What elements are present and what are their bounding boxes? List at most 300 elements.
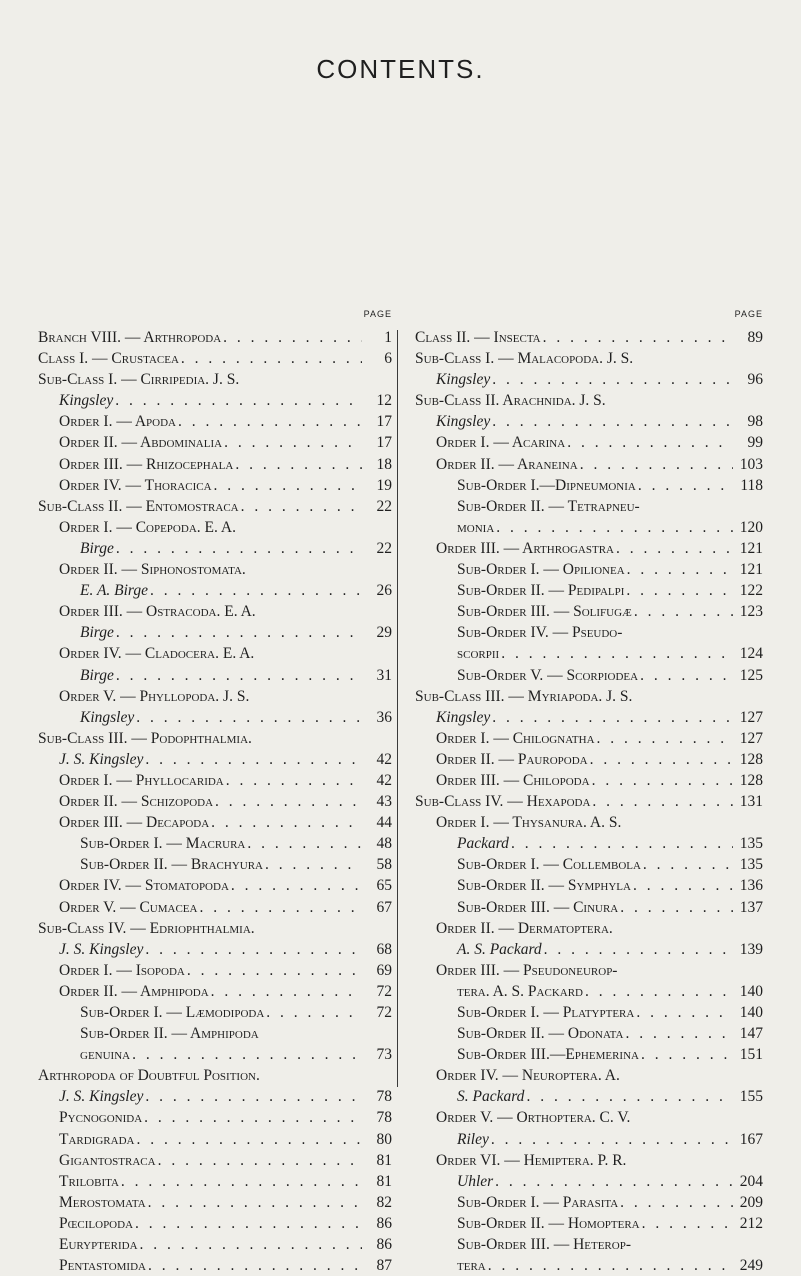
toc-entry [38,432,392,453]
toc-entry-page-number: 209 [739,1193,763,1211]
toc-entry-label: Order IV. — Thoracica [59,476,212,494]
toc-entry-label: tera [457,1257,486,1275]
toc-entry-label: Sub-Class III. — Podophthalmia. [38,729,252,747]
dot-leader [178,411,362,432]
toc-entry-page-number: 127 [739,729,763,747]
toc-entry [415,454,763,475]
dot-leader [488,1255,733,1276]
toc-entry-page-number: 118 [740,476,763,494]
toc-entry [38,1044,392,1065]
dot-leader [115,390,362,411]
toc-entry-page-number: 128 [739,750,763,768]
toc-entry-label: Order VI. — Hemiptera. P. R. [436,1151,627,1169]
toc-entry-label: S. Packard [457,1088,525,1106]
toc-entry-label: Sub-Order I. — Opilionea [457,561,625,579]
toc-entry-label: Sub-Order III. — Heterop- [457,1236,631,1254]
toc-entry-label: Kingsley [436,708,491,726]
column-divider [397,330,398,1087]
toc-entry-page-number: 18 [376,455,392,473]
toc-entry-page-number: 121 [739,539,763,557]
toc-entry-label: Sub-Class IV. — Edriophthalmia. [38,919,255,937]
toc-entry [38,875,392,896]
toc-entry [415,622,763,643]
toc-entry-label: Sub-Class IV. — Hexapoda [415,793,591,811]
toc-entry [38,939,392,960]
dot-leader [241,496,362,517]
toc-entry-page-number: 17 [376,413,392,431]
dot-leader [585,981,733,1002]
toc-entry-label: Order III. — Ostracoda. E. A. [59,603,256,621]
toc-entry-page-number: 135 [739,835,763,853]
toc-entry [415,1023,763,1044]
toc-entry-label: Uhler [457,1172,494,1190]
toc-entry-page-number: 58 [376,856,392,874]
toc-entry [415,1171,763,1192]
dot-leader [642,1213,733,1234]
toc-entry [38,918,392,939]
dot-leader [627,559,733,580]
toc-entry-page-number: 80 [376,1130,392,1148]
toc-entry-label: Sub-Class II. Arachnida. J. S. [415,392,606,410]
dot-leader [634,601,733,622]
toc-entry [38,1065,392,1086]
toc-entry-label: Sub-Order II. — Amphipoda [80,1025,259,1043]
toc-entry-label: Order V. — Phyllopoda. J. S. [59,687,250,705]
toc-entry-label: Sub-Class III. — Myriapoda. J. S. [415,687,633,705]
dot-leader [150,580,362,601]
toc-entry-label: Order II. — Araneina [436,455,578,473]
dot-leader [187,960,362,981]
toc-entry-page-number: 72 [376,1004,392,1021]
toc-entry-page-number: 140 [739,1004,763,1021]
toc-entry-page-number: 124 [739,645,763,663]
toc-entry [38,517,392,538]
toc-entry-label: Sub-Class I. — Cirripedia. J. S. [38,371,240,389]
dot-leader [492,411,733,432]
dot-leader [495,1171,733,1192]
toc-entry-label: Order I. — Acarina [436,434,566,452]
toc-entry-label: Birge [80,539,114,557]
toc-entry [415,559,763,580]
dot-leader [616,538,733,559]
toc-entry-label: genuina [80,1046,131,1064]
toc-entry-page-number: 127 [739,708,763,726]
toc-entry-label: Tardigrada [59,1130,135,1148]
toc-entry [415,411,763,432]
dot-leader [265,854,362,875]
toc-entry [38,454,392,475]
toc-entry-page-number: 86 [376,1214,392,1232]
toc-entry-label: Order I. — Apoda [59,413,176,431]
toc-entry [415,643,763,664]
toc-entry [38,1171,392,1192]
toc-entry-label: Sub-Order II. — Tetrapneu- [457,497,640,515]
toc-entry [415,1150,763,1171]
toc-entry-label: Order II. — Abdominalia [59,434,223,452]
toc-entry [415,496,763,517]
toc-entry-label: Order IV. — Stomatopoda [59,877,229,895]
toc-entry [38,1213,392,1234]
toc-entry [415,1192,763,1213]
dot-leader [643,854,733,875]
toc-entry-page-number: 128 [739,771,763,789]
toc-entry-label: J. S. Kingsley [59,1088,144,1106]
toc-entry-label: Order I. — Copepoda. E. A. [59,518,236,536]
toc-entry-label: Kingsley [80,708,135,726]
toc-entry [415,686,763,707]
toc-entry-page-number: 167 [739,1130,763,1148]
dot-leader [121,1171,362,1192]
toc-entry [415,1213,763,1234]
toc-entry [415,517,763,538]
toc-entry [415,390,763,411]
toc-entry [38,1255,392,1276]
dot-leader [597,728,733,749]
dot-leader [266,1002,362,1023]
toc-entry [38,643,392,664]
toc-entry-label: Sub-Order II. — Pedipalpi [457,582,625,600]
toc-entry [38,496,392,517]
dot-leader [526,1086,733,1107]
toc-entry [415,580,763,601]
page-column-header-left: PAGE [363,309,392,319]
toc-entry-label: Kingsley [59,392,114,410]
toc-entry [415,1107,763,1128]
entry-list-right [415,327,763,1276]
toc-entry [415,707,763,728]
toc-entry-page-number: 1 [384,329,392,346]
toc-entry [38,327,392,348]
toc-entry-page-number: 12 [376,392,392,410]
toc-entry-page-number: 135 [739,856,763,874]
toc-entry-label: Sub-Order II. — Symphyla [457,877,631,895]
toc-entry [415,1129,763,1150]
toc-entry-page-number: 22 [376,497,392,515]
toc-entry [38,665,392,686]
contents-column-left [38,309,392,1276]
toc-entry-label: Sub-Order I. — Læmodipoda [80,1004,265,1021]
dot-leader [511,833,733,854]
toc-entry [415,960,763,981]
toc-entry-page-number: 98 [747,413,763,431]
toc-entry [38,1150,392,1171]
toc-entry-label: Order I. — Isopoda [59,961,185,979]
toc-entry [38,791,392,812]
toc-entry [415,728,763,749]
toc-entry-page-number: 82 [376,1193,392,1211]
dot-leader [211,981,362,1002]
toc-entry-page-number: 140 [739,982,763,1000]
toc-entry-page-number: 67 [376,898,392,916]
dot-leader [235,454,362,475]
toc-entry-label: Class II. — Insecta [415,329,541,346]
toc-entry-label: Sub-Order V. — Scorpiodea [457,666,639,684]
toc-entry-page-number: 17 [376,434,392,452]
toc-entry-label: Sub-Order I. — Platyptera [457,1004,635,1021]
toc-entry-label: Sub-Order III. — Cinura [457,898,619,916]
toc-entry-label: Birge [80,666,114,684]
toc-entry-page-number: 72 [376,982,392,1000]
dot-leader [592,770,733,791]
dot-leader [136,707,362,728]
toc-entry-label: Order II. — Siphonostomata. [59,561,246,579]
dot-leader [181,348,362,369]
dot-leader [215,791,362,812]
dot-leader [211,812,362,833]
toc-entry [38,601,392,622]
toc-entry [415,833,763,854]
dot-leader [226,770,362,791]
toc-entry-page-number: 65 [376,877,392,895]
toc-entry-label: Order V. — Orthoptera. C. V. [436,1109,631,1127]
dot-leader [625,1023,733,1044]
toc-entry-label: scorpii [457,645,500,663]
toc-entry-page-number: 136 [739,877,763,895]
toc-entry [38,475,392,496]
toc-entry-page-number: 89 [747,329,763,346]
toc-entry-label: Order II. — Dermatoptera. [436,919,613,937]
dot-leader [148,1255,362,1276]
toc-entry [38,707,392,728]
toc-entry-label: Sub-Order II. — Homoptera [457,1214,640,1232]
toc-entry-label: Order III. — Arthrogastra [436,539,614,557]
dot-leader [247,833,362,854]
toc-entry-label: tera. A. S. Packard [457,982,583,1000]
toc-entry-page-number: 78 [376,1109,392,1127]
toc-entry-label: Sub-Order I. — Parasita [457,1193,619,1211]
toc-entry-label: Eurypterida [59,1236,138,1254]
toc-entry-page-number: 151 [739,1046,763,1064]
toc-entry-page-number: 36 [376,708,392,726]
toc-entry [38,854,392,875]
toc-entry-label: Sub-Order III.—Ephemerina [457,1046,639,1064]
toc-entry [38,1086,392,1107]
toc-entry-page-number: 86 [376,1236,392,1254]
toc-entry-label: Order II. — Schizopoda [59,793,214,811]
dot-leader [214,475,362,496]
toc-entry-label: Order I. — Phyllocarida [59,771,224,789]
toc-entry-label: J. S. Kingsley [59,940,144,958]
toc-entry [415,538,763,559]
dot-leader [580,454,733,475]
toc-entry-page-number: 123 [739,603,763,621]
dot-leader [224,432,362,453]
toc-entry-label: Sub-Class II. — Entomostraca [38,497,239,515]
toc-entry-label: Arthropoda of Doubtful Position. [38,1067,260,1085]
toc-entry [415,1044,763,1065]
toc-entry [38,897,392,918]
toc-entry-label: Order I. — Chilognatha [436,729,595,747]
toc-entry-page-number: 19 [376,476,392,494]
toc-entry [415,854,763,875]
dot-leader [567,432,733,453]
toc-entry [38,981,392,1002]
dot-leader [620,1192,733,1213]
page-column-header-right: PAGE [734,309,763,319]
toc-entry-page-number: 121 [739,561,763,579]
toc-entry [38,1107,392,1128]
toc-entry [415,939,763,960]
dot-leader [620,897,733,918]
toc-entry [415,897,763,918]
toc-entry-label: Riley [457,1130,489,1148]
dot-leader [492,707,733,728]
dot-leader [640,665,733,686]
toc-entry-label: Pentastomida [59,1257,146,1275]
dot-leader [145,939,362,960]
page-title: CONTENTS. [316,54,485,84]
toc-entry-page-number: 69 [376,961,392,979]
toc-entry-label: Sub-Order I. — Collembola [457,856,641,874]
toc-entry [415,601,763,622]
toc-entry-page-number: 81 [376,1151,392,1169]
dot-leader [491,1129,733,1150]
dot-leader [636,1002,733,1023]
toc-entry-page-number: 42 [376,771,392,789]
toc-entry-page-number: 139 [739,940,763,958]
toc-entry-page-number: 42 [376,750,392,768]
toc-entry-label: Order II. — Amphipoda [59,982,209,1000]
toc-entry-page-number: 99 [747,434,763,452]
toc-entry-page-number: 147 [739,1025,763,1043]
toc-entry [38,728,392,749]
toc-entry-label: Trilobita [59,1172,119,1190]
toc-entry [38,1234,392,1255]
toc-entry-label: Sub-Order II. — Brachyura [80,856,263,874]
toc-entry-page-number: 120 [739,518,763,536]
dot-leader [136,1129,362,1150]
dot-leader [144,1107,362,1128]
toc-entry-label: Order I. — Thysanura. A. S. [436,814,622,832]
toc-entry [38,390,392,411]
toc-entry-page-number: 81 [376,1172,392,1190]
toc-entry [38,749,392,770]
dot-leader [626,580,733,601]
toc-entry [415,348,763,369]
toc-entry-label: Pycnogonida [59,1109,143,1127]
toc-entry [415,749,763,770]
toc-entry-label: J. S. Kingsley [59,750,144,768]
toc-entry [415,918,763,939]
dot-leader [592,791,733,812]
toc-entry [415,875,763,896]
toc-entry-label: Order III. — Decapoda [59,814,210,832]
toc-entry-label: Sub-Class I. — Malacopoda. J. S. [415,350,634,368]
dot-leader [638,475,733,496]
dot-leader [116,665,362,686]
toc-entry [415,1234,763,1255]
toc-entry-label: Order V. — Cumacea [59,898,198,916]
toc-entry [415,812,763,833]
toc-entry [38,411,392,432]
toc-entry-label: Birge [80,624,114,642]
toc-entry-label: Kingsley [436,413,491,431]
toc-entry-page-number: 212 [739,1214,763,1232]
dot-leader [633,875,733,896]
dot-leader [492,369,733,390]
toc-entry-label: Sub-Order I. — Macrura [80,835,246,853]
toc-entry-page-number: 249 [739,1257,763,1275]
toc-entry-page-number: 87 [376,1257,392,1275]
toc-entry [38,348,392,369]
toc-entry-page-number: 204 [739,1172,763,1190]
toc-entry [415,475,763,496]
toc-entry [415,791,763,812]
contents-column-right [415,309,763,1276]
toc-entry-label: Sub-Order II. — Odonata [457,1025,624,1043]
toc-entry [38,559,392,580]
toc-entry-label: monia [457,518,495,536]
toc-entry-page-number: 6 [384,350,392,368]
toc-entry [38,1129,392,1150]
toc-entry [415,1255,763,1276]
dot-leader [199,897,362,918]
dot-leader [140,1234,362,1255]
toc-entry-label: Order III. — Pseudoneurop- [436,961,618,979]
dot-leader [116,538,362,559]
toc-entry [415,665,763,686]
toc-entry-page-number: 155 [739,1088,763,1106]
toc-entry [38,369,392,390]
toc-entry [38,1023,392,1044]
toc-entry-label: Packard [457,835,509,853]
toc-entry-page-number: 73 [376,1046,392,1064]
toc-entry-page-number: 44 [376,814,392,832]
toc-entry [415,1002,763,1023]
toc-entry-label: Order IV. — Neuroptera. A. [436,1067,620,1085]
toc-entry [38,770,392,791]
toc-entry-label: Merostomata [59,1193,146,1211]
toc-entry-label: Order III. — Rhizocephala [59,455,234,473]
toc-entry [38,686,392,707]
toc-entry-label: E. A. Birge [80,582,149,600]
toc-entry-page-number: 68 [376,940,392,958]
toc-entry-label: Sub-Order IV. — Pseudo- [457,624,623,642]
dot-leader [135,1213,362,1234]
dot-leader [544,939,733,960]
toc-entry-page-number: 103 [739,455,763,473]
toc-entry-page-number: 43 [376,793,392,811]
dot-leader [145,749,362,770]
toc-entry [38,538,392,559]
toc-entry [38,580,392,601]
toc-entry [38,1002,392,1023]
toc-entry-page-number: 31 [376,666,392,684]
dot-leader [543,327,733,348]
dot-leader [590,749,733,770]
toc-entry [415,1086,763,1107]
toc-entry-page-number: 29 [376,624,392,642]
dot-leader [496,517,733,538]
toc-entry [415,327,763,348]
entry-list-left [38,327,392,1276]
dot-leader [145,1086,362,1107]
toc-entry-page-number: 125 [739,666,763,684]
toc-entry-page-number: 78 [376,1088,392,1106]
toc-entry [38,833,392,854]
toc-entry-label: Sub-Order I.—Dipneumonia [457,476,636,494]
toc-entry-page-number: 96 [747,371,763,389]
toc-entry-label: Gigantostraca [59,1151,156,1169]
dot-leader [231,875,362,896]
toc-entry-label: Sub-Order III. — Solifugæ [457,603,632,621]
toc-entry-page-number: 137 [739,898,763,916]
toc-entry [38,1192,392,1213]
toc-entry-page-number: 122 [739,582,763,600]
dot-leader [158,1150,362,1171]
toc-entry [415,770,763,791]
toc-entry [415,432,763,453]
